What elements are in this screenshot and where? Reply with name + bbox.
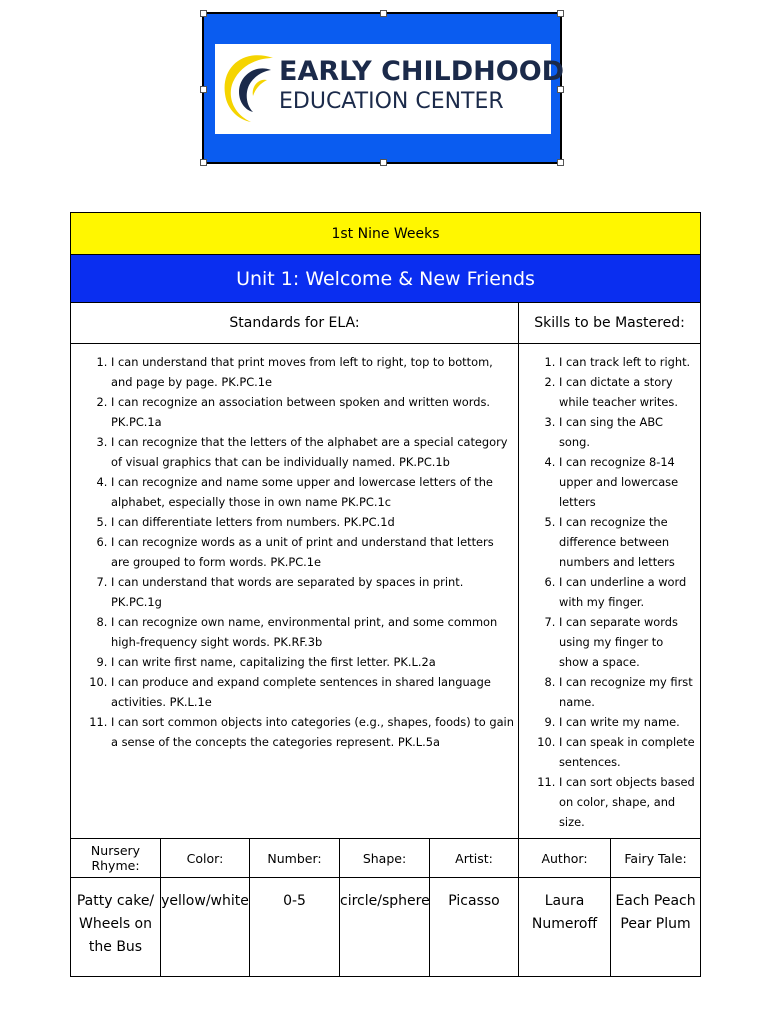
skill-item: 3. I can sing the ABC song. (559, 412, 696, 452)
resize-handle (380, 10, 387, 17)
author-label: Author: (519, 839, 611, 878)
standard-item: 1. I can understand that print moves from left to right, top to bottom, and page by page. PK.PC.1e (111, 352, 514, 392)
skill-item: 10. I can speak in complete sentences. (559, 732, 696, 772)
skill-item: 7. I can separate words using my finger to show a space. (559, 612, 696, 672)
shape-value: circle/sphere (340, 878, 430, 977)
resize-handle (380, 159, 387, 166)
artist-value: Picasso (430, 878, 519, 977)
skills-cell (519, 344, 701, 839)
curriculum-table (70, 212, 701, 977)
artist-label: Artist: (430, 839, 519, 878)
author-value: Laura Numeroff (519, 878, 611, 977)
swirl-logo-icon (215, 44, 285, 134)
theme-values-row (71, 878, 701, 977)
color-value: yellow/white (161, 878, 250, 977)
skills-heading: Skills to be Mastered: (519, 303, 701, 344)
resize-handle (557, 10, 564, 17)
logo-frame (202, 12, 565, 164)
logo-line-2: EDUCATION CENTER (279, 89, 504, 114)
standard-item: 10. I can produce and expand complete sentences in shared language activities. PK.L.1e (111, 672, 514, 712)
standard-item: 4. I can recognize and name some upper and lowercase letters of the alphabet, especially those in own name PK.PC.1c (111, 472, 514, 512)
skill-item: 9. I can write my name. (559, 712, 696, 732)
fairy-tale-value: Each Peach Pear Plum (611, 878, 701, 977)
unit-row (71, 255, 701, 303)
skills-list (519, 352, 696, 832)
standard-item: 5. I can differentiate letters from numbers. PK.PC.1d (111, 512, 514, 532)
number-label: Number: (250, 839, 340, 878)
logo (215, 44, 565, 134)
nursery-rhyme-value: Patty cake/ Wheels on the Bus (71, 878, 161, 977)
unit-title: Unit 1: Welcome & New Friends (71, 255, 701, 303)
nursery-rhyme-label: Nursery Rhyme: (71, 839, 161, 878)
resize-handle (557, 159, 564, 166)
standards-list (71, 352, 514, 752)
resize-handle (557, 86, 564, 93)
standard-item: 11. I can sort common objects into categories (e.g., shapes, foods) to gain a sense of the concepts the categories represent. PK.L.5a (111, 712, 514, 752)
standard-item: 2. I can recognize an association between spoken and written words. PK.PC.1a (111, 392, 514, 432)
standard-item: 6. I can recognize words as a unit of print and understand that letters are grouped to form words. PK.PC.1e (111, 532, 514, 572)
color-label: Color: (161, 839, 250, 878)
content-row (71, 344, 701, 839)
skill-item: 5. I can recognize the difference between numbers and letters (559, 512, 696, 572)
section-headings-row (71, 303, 701, 344)
fairy-tale-label: Fairy Tale: (611, 839, 701, 878)
weeks-row (71, 213, 701, 255)
weeks-title: 1st Nine Weeks (71, 213, 701, 255)
skill-item: 1. I can track left to right. (559, 352, 696, 372)
standard-item: 8. I can recognize own name, environmental print, and some common high-frequency sight words. PK.RF.3b (111, 612, 514, 652)
theme-labels-row (71, 839, 701, 878)
skill-item: 2. I can dictate a story while teacher writes. (559, 372, 696, 412)
skill-item: 8. I can recognize my first name. (559, 672, 696, 712)
resize-handle (200, 10, 207, 17)
skill-item: 11. I can sort objects based on color, shape, and size. (559, 772, 696, 832)
number-value: 0-5 (250, 878, 340, 977)
standard-item: 3. I can recognize that the letters of the alphabet are a special category of visual graphics that can be individually named. PK.PC.1b (111, 432, 514, 472)
standards-cell (71, 344, 519, 839)
resize-handle (200, 86, 207, 93)
skill-item: 6. I can underline a word with my finger. (559, 572, 696, 612)
skill-item: 4. I can recognize 8-14 upper and lowercase letters (559, 452, 696, 512)
standard-item: 7. I can understand that words are separated by spaces in print. PK.PC.1g (111, 572, 514, 612)
shape-label: Shape: (340, 839, 430, 878)
logo-line-1: EARLY CHILDHOOD (279, 56, 565, 87)
standards-heading: Standards for ELA: (71, 303, 519, 344)
resize-handle (200, 159, 207, 166)
standard-item: 9. I can write first name, capitalizing the first letter. PK.L.2a (111, 652, 514, 672)
